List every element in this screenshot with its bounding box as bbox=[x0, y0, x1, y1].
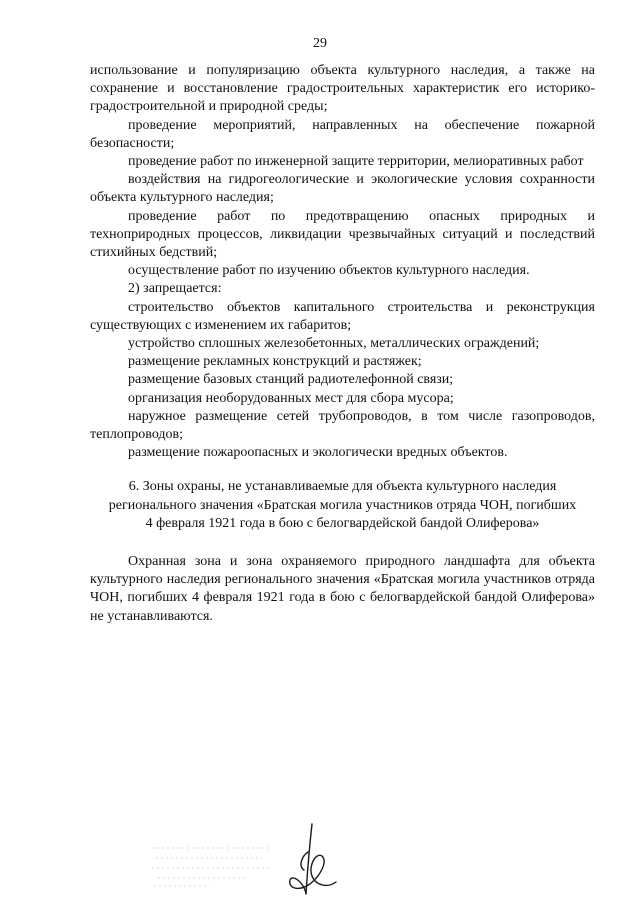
signature-area bbox=[150, 822, 350, 902]
paragraph-3: проведение работ по инженерной защите территории, мелиоративных работ bbox=[128, 154, 584, 170]
page-number: 29 bbox=[313, 36, 327, 51]
paragraph-7: 2) запрещается: bbox=[128, 281, 222, 297]
section-heading: 6. Зоны охраны, не устанавливаемые для объекта культурного наследия регионального значения «Братская могила участников отряда ЧОН, погибших 4 февраля 1921 года в бою с белогвардейской бандой Олиферова» bbox=[108, 479, 577, 531]
paragraph-6: осуществление работ по изучению объектов культурного наследия. bbox=[128, 263, 530, 279]
paragraph-14: размещение пожароопасных и экологически вредных объектов. bbox=[128, 445, 508, 461]
paragraph-1: использование и популяризацию объекта культурного наследия, а также на сохранение и восстановление градостроительных характеристик его историко-градостроительной и природной среды; bbox=[90, 63, 595, 115]
paragraph-10: размещение рекламных конструкций и растяжек; bbox=[128, 354, 422, 370]
final-paragraph: Охранная зона и зона охраняемого природного ландшафта для объекта культурного наследия регионального значения «Братская могила участников отряда ЧОН, погибших 4 февраля 1921 года в бою с белогвардейской бандой Олиферова» не устанавливаются. bbox=[90, 554, 595, 624]
paragraph-4: воздействия на гидрогеологические и экологические условия сохранности объекта культурного наследия; bbox=[90, 172, 595, 206]
paragraph-13: наружное размещение сетей трубопроводов, в том числе газопроводов, теплопроводов; bbox=[90, 408, 595, 443]
paragraph-9: устройство сплошных железобетонных, металлических ограждений; bbox=[128, 336, 540, 352]
paragraph-2: проведение мероприятий, направленных на обеспечение пожарной безопасности; bbox=[90, 117, 595, 151]
paragraph-5: проведение работ по предотвращению опасных природных и технoприродных процессов, ликвидации чрезвычайных ситуаций и последствий стихийных бедствий; bbox=[90, 208, 595, 261]
document-body bbox=[90, 62, 595, 626]
paragraph-12: организация необорудованных мест для сбора мусора; bbox=[128, 390, 454, 406]
handwritten-signature bbox=[282, 822, 342, 902]
paragraph-8: строительство объектов капитального строительства и реконструкция существующих с изменением их габаритов; bbox=[90, 299, 595, 333]
stamp-residue-mark bbox=[150, 840, 275, 890]
paragraph-11: размещение базовых станций радиотелефонной связи; bbox=[128, 372, 454, 388]
